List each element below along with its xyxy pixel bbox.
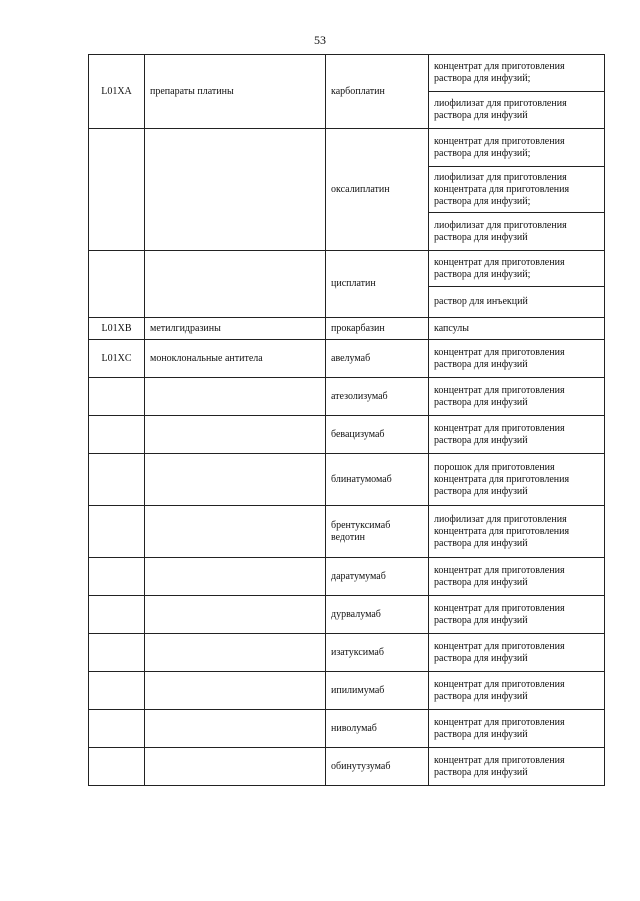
group-name-cell xyxy=(145,378,326,416)
dosage-form-cell: концентрат для приготовления раствора для инфузий xyxy=(429,340,605,378)
group-name-cell xyxy=(145,251,326,318)
drug-name-cell: обинутузумаб xyxy=(326,748,429,786)
atc-code-cell xyxy=(89,596,145,634)
table-row xyxy=(89,129,605,167)
dosage-form-cell: концентрат для приготовления раствора для инфузий xyxy=(429,710,605,748)
group-name-cell xyxy=(145,416,326,454)
group-name-cell xyxy=(145,710,326,748)
dosage-form-cell: концентрат для приготовления раствора для инфузий xyxy=(429,416,605,454)
dosage-form-cell: концентрат для приготовления раствора для инфузий xyxy=(429,672,605,710)
dosage-form-cell: капсулы xyxy=(429,318,605,340)
atc-code-cell: L01XA xyxy=(89,55,145,129)
page-number: 53 xyxy=(314,33,326,47)
dosage-form-cell: концентрат для приготовления раствора для инфузий; xyxy=(429,55,605,92)
table-row xyxy=(89,251,605,287)
dosage-form-cell: лиофилизат для приготовления раствора для инфузий xyxy=(429,213,605,251)
atc-code-cell xyxy=(89,129,145,251)
dosage-form-cell: раствор для инъекций xyxy=(429,287,605,318)
drug-name-cell: цисплатин xyxy=(326,251,429,318)
table-row xyxy=(89,558,605,596)
table-body xyxy=(89,55,605,786)
group-name-cell xyxy=(145,506,326,558)
dosage-form-cell: концентрат для приготовления раствора для инфузий xyxy=(429,558,605,596)
table-row xyxy=(89,506,605,558)
dosage-form-cell: концентрат для приготовления раствора для инфузий xyxy=(429,378,605,416)
atc-code-cell: L01XB xyxy=(89,318,145,340)
group-name-cell xyxy=(145,454,326,506)
dosage-form-cell: концентрат для приготовления раствора для инфузий xyxy=(429,748,605,786)
drug-name-cell: изатуксимаб xyxy=(326,634,429,672)
drug-name-cell: ипилимумаб xyxy=(326,672,429,710)
drug-name-cell: атезолизумаб xyxy=(326,378,429,416)
table-row xyxy=(89,748,605,786)
group-name-cell xyxy=(145,634,326,672)
table-row xyxy=(89,454,605,506)
atc-code-cell xyxy=(89,710,145,748)
group-name-cell xyxy=(145,748,326,786)
drug-table xyxy=(88,54,605,786)
dosage-form-cell: порошок для приготовления концентрата для приготовления раствора для инфузий xyxy=(429,454,605,506)
atc-code-cell xyxy=(89,506,145,558)
atc-code-cell xyxy=(89,558,145,596)
drug-name-cell: прокарбазин xyxy=(326,318,429,340)
table-row xyxy=(89,596,605,634)
dosage-form-cell: лиофилизат для приготовления раствора для инфузий xyxy=(429,92,605,129)
drug-name-cell: даратумумаб xyxy=(326,558,429,596)
group-name-cell: метилгидразины xyxy=(145,318,326,340)
atc-code-cell: L01XC xyxy=(89,340,145,378)
group-name-cell xyxy=(145,596,326,634)
atc-code-cell xyxy=(89,672,145,710)
table-row xyxy=(89,634,605,672)
atc-code-cell xyxy=(89,748,145,786)
atc-code-cell xyxy=(89,416,145,454)
dosage-form-cell: концентрат для приготовления раствора для инфузий; xyxy=(429,251,605,287)
group-name-cell: моноклональные антитела xyxy=(145,340,326,378)
group-name-cell: препараты платины xyxy=(145,55,326,129)
table-row xyxy=(89,710,605,748)
dosage-form-cell: концентрат для приготовления раствора для инфузий xyxy=(429,634,605,672)
table-row xyxy=(89,318,605,340)
dosage-form-cell: лиофилизат для приготовления концентрата для приготовления раствора для инфузий xyxy=(429,506,605,558)
drug-name-cell: бевацизумаб xyxy=(326,416,429,454)
table-row xyxy=(89,672,605,710)
drug-name-cell: авелумаб xyxy=(326,340,429,378)
drug-name-cell: оксалиплатин xyxy=(326,129,429,251)
drug-name-cell: блинатумомаб xyxy=(326,454,429,506)
dosage-form-cell: лиофилизат для приготовления концентрата для приготовления раствора для инфузий; xyxy=(429,167,605,213)
drug-name-cell: дурвалумаб xyxy=(326,596,429,634)
table-row xyxy=(89,378,605,416)
drug-name-cell: брентуксимаб ведотин xyxy=(326,506,429,558)
dosage-form-cell: концентрат для приготовления раствора для инфузий; xyxy=(429,129,605,167)
table-row xyxy=(89,340,605,378)
drug-name-cell: карбоплатин xyxy=(326,55,429,129)
atc-code-cell xyxy=(89,378,145,416)
atc-code-cell xyxy=(89,634,145,672)
group-name-cell xyxy=(145,672,326,710)
table-row xyxy=(89,55,605,92)
drug-name-cell: ниволумаб xyxy=(326,710,429,748)
dosage-form-cell: концентрат для приготовления раствора для инфузий xyxy=(429,596,605,634)
group-name-cell xyxy=(145,558,326,596)
table-row xyxy=(89,416,605,454)
atc-code-cell xyxy=(89,454,145,506)
group-name-cell xyxy=(145,129,326,251)
atc-code-cell xyxy=(89,251,145,318)
